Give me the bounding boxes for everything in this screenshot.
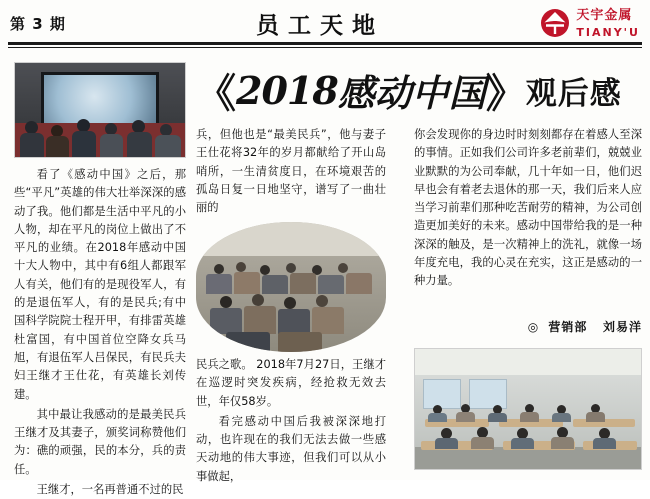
- headline-title: 感动中国: [337, 72, 486, 115]
- paragraph: 其中最让我感动的是最美民兵王继才及其妻子，颁奖词称赞他们为：礁的顽强，民的本分，兵的责任。: [14, 407, 186, 476]
- theater-audience-photo: [14, 62, 186, 158]
- masthead-rule-thick: [8, 42, 642, 45]
- logo-text: [576, 6, 640, 40]
- article-signature: [414, 318, 642, 335]
- body-column-3: [414, 126, 642, 316]
- headline-open-bracket: 《: [196, 70, 236, 117]
- paragraph: 你会发现你的身边时时刻刻都存在着感人至深的事情。正如我们公司许多老前辈们，兢兢业业默默的为公司奉献，几十年如一日，他们迟早也会有着老去退休的那一天，我们后来人应当学习前辈们那种吃苦耐劳的精神，为公司创造更加美好的未来。感动中国带给我的是一种深深的触及，是一次精神上的洗礼，就像一场年度充电，我的心灵在充实，这正是感动的一种力量。: [414, 128, 642, 288]
- paragraph: 王继才，一名再普通不过的民: [36, 483, 184, 497]
- article-headline: [196, 62, 644, 118]
- headline-close-bracket: 》: [485, 70, 526, 117]
- masthead-rule-thin: [8, 47, 642, 48]
- paper-title: 员工天地: [256, 12, 384, 39]
- headline-year: 2018: [236, 67, 338, 113]
- tianyu-logo-icon: [540, 8, 570, 38]
- body-column-2-top: [196, 126, 386, 218]
- paragraph: 看完感动中国后我被深深地打动，也许现在的我们无法去做一些感天动地的伟大事迹，但我们可以从小事做起，: [196, 414, 386, 483]
- classroom-training-photo: [414, 348, 642, 470]
- body-column-2-bottom: [196, 356, 386, 483]
- signature-department: 营销部: [548, 320, 588, 334]
- masthead: [0, 0, 650, 46]
- logo-name-en: TIANY'U: [576, 26, 640, 39]
- paragraph: 看了《感动中国》之后，那些“平凡”英雄的伟大壮举深深的感动了我。他们都是生活中平凡的小人物，却在平凡的岗位上做出了不平凡的业绩。在2018年感动中国十大人物中，其中有6组人都跟军人有关，他们有的是现役军人，有的是退伍军人，有的是民兵;有中国科学院院士程开甲，有排雷英雄杜富国，有中国首位空降女兵马旭，有退伍军人吕保民，有民兵夫妇王继才王仕花，有英雄长刘传建。: [14, 168, 186, 401]
- issue-number: 第 3 期: [10, 14, 66, 33]
- signature-author: 刘易洋: [602, 320, 642, 334]
- logo-block: [480, 6, 640, 40]
- paragraph: 民兵之歌。 2018年7月27日，王继才在巡逻时突发疾病，经抢救无效去世，年仅58岁。: [196, 358, 386, 408]
- signature-bullet-icon: ◎: [527, 320, 540, 334]
- auditorium-oval-photo: [196, 222, 386, 352]
- body-column-1: [14, 166, 186, 497]
- paragraph: 兵，但他也是“最美民兵”，他与妻子王仕花将32年的岁月都献给了开山岛哨所，一生清贫度日，在环境艰苦的孤岛日复一日地坚守，谱写了一曲壮丽的: [196, 128, 386, 215]
- logo-name-cn: 天宇金属: [576, 8, 633, 24]
- headline-tail: 观后感: [525, 75, 622, 112]
